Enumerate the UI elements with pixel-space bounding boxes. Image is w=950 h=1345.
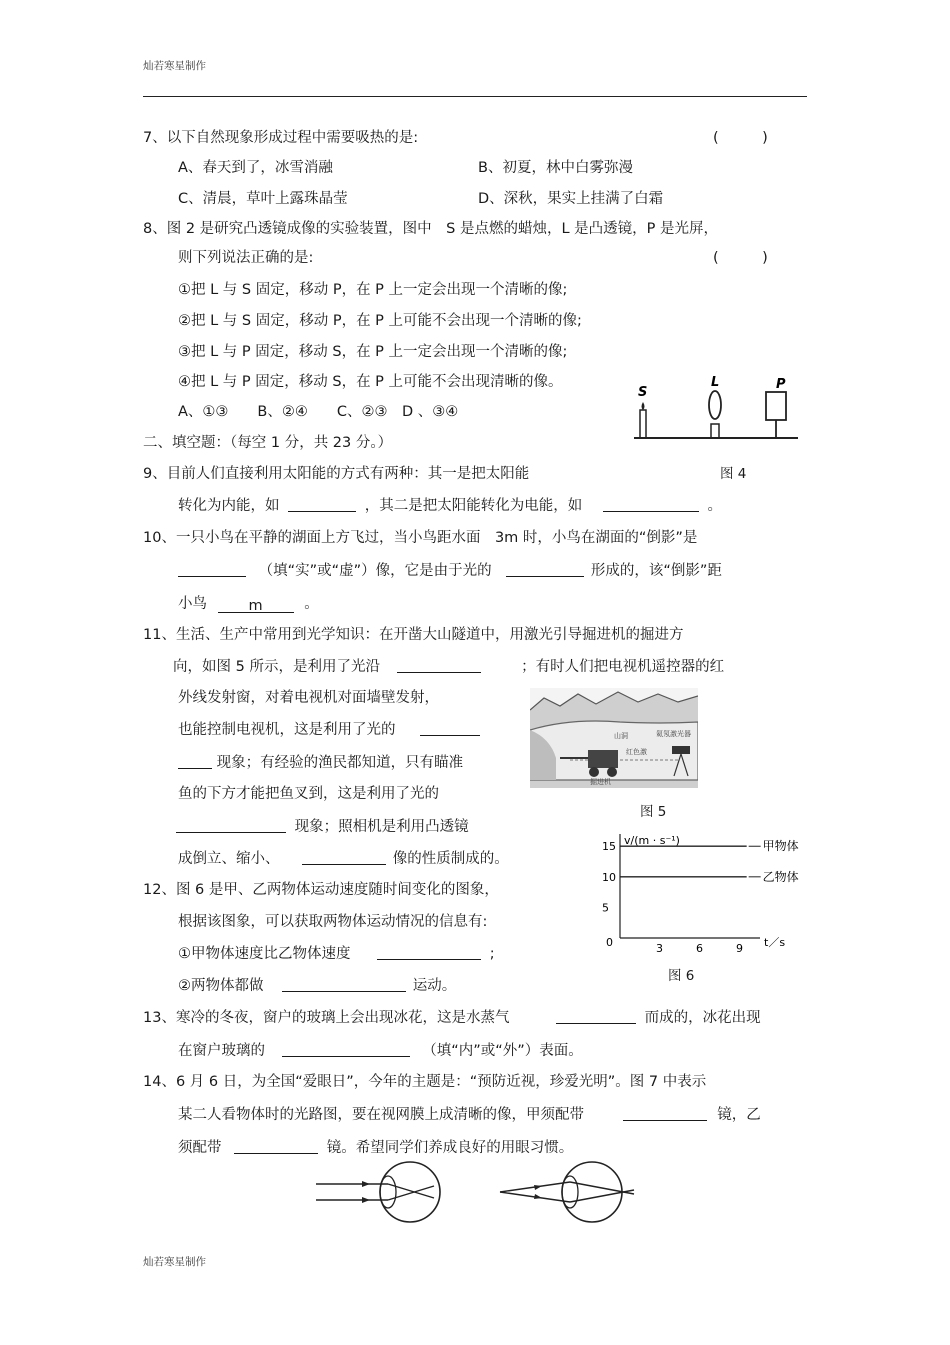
eye-diagram-right [500, 1162, 634, 1222]
q10-text-c: 小鸟 [178, 596, 207, 612]
q10-line2 [178, 559, 722, 580]
q13-line2 [178, 1039, 583, 1060]
candle [640, 410, 646, 438]
figure-5-illustration [530, 688, 698, 788]
q12-line2: 根据该图象，可以获取两物体运动情况的信息有: [178, 914, 488, 930]
q11-text-line5: 现象；有经验的渔民都知道，只有瞄准 [216, 755, 464, 771]
q14-line3 [178, 1136, 573, 1157]
q8-statement-2: ②把 L 与 S 固定，移动 P，在 P 上可能不会出现一个清晰的像; [178, 313, 582, 329]
q11-line6: 鱼的下方才能把鱼叉到，这是利用了光的 [178, 786, 439, 802]
fig4-label-p: P [776, 377, 786, 392]
laser-device [672, 746, 690, 754]
q12-text-s1: ①甲物体速度比乙物体速度 [178, 946, 351, 962]
q14-text-a: 某二人看物体时的光路图，要在视网膜上成清晰的像，甲须配带 [178, 1107, 584, 1123]
tunnel-boring-machine [588, 750, 618, 768]
q10-text-b: 形成的，该“倒影”距 [590, 563, 722, 579]
figure-5-caption: 图 5 [640, 804, 667, 820]
series-label: 乙物体 [762, 869, 799, 884]
y-tick-label: 15 [602, 840, 616, 854]
q14-text-c: 须配带 [178, 1140, 222, 1156]
fig4-label-s: S [638, 385, 648, 400]
q11-text-line7: 现象；照相机是利用凸透镜 [294, 819, 469, 835]
x-tick-label: 3 [656, 942, 663, 954]
figure-6-caption: 图 6 [668, 968, 695, 984]
q14-line2 [178, 1103, 761, 1124]
q11-text-line8a: 成倒立、缩小、 [178, 851, 280, 867]
q9-line2 [178, 494, 722, 515]
eyeball-left [380, 1162, 440, 1222]
eye-lens-left [380, 1176, 396, 1208]
figure-6-chart [590, 826, 810, 954]
q10-line3 [178, 592, 319, 613]
q12-line1: 12、图 6 是甲、乙两物体运动速度随时间变化的图象， [143, 882, 499, 898]
q14-line1: 14、6 月 6 日，为全国“爱眼日”，今年的主题是：“预防近视，珍爱光明”。图 7 中表示 [143, 1074, 707, 1090]
fig5-label-machine: 掘进机 [590, 778, 611, 786]
q11-blank-3[interactable] [176, 818, 286, 833]
q11-blank-2a[interactable] [420, 721, 480, 736]
q11-line7 [176, 815, 469, 836]
fig4-label-l: L [711, 375, 720, 390]
q13-text-d: （填“内”或“外”）表面。 [422, 1043, 583, 1059]
q13-line1 [143, 1006, 761, 1027]
x-tick-label: 6 [696, 942, 703, 954]
fig5-label-device: 氦氖激光器 [656, 730, 691, 738]
q12-text-s2: ②两物体都做 [178, 978, 264, 994]
figure-7-eye-diagrams [312, 1160, 642, 1226]
q11-text-line8b: 像的性质制成的。 [392, 851, 509, 867]
q12-blank-2[interactable] [282, 977, 406, 992]
q8-statement-1: ①把 L 与 S 固定，移动 P，在 P 上一定会出现一个清晰的像; [178, 282, 568, 298]
q14-text-b: 镜，乙 [717, 1107, 761, 1123]
section-2-heading: 二、填空题：（每空 1 分，共 23 分。） [143, 435, 393, 451]
x-axis-label: t／s [764, 936, 786, 949]
q13-blank-1[interactable] [556, 1009, 636, 1024]
q11-line2 [173, 655, 724, 676]
q12-blank-1[interactable] [377, 945, 481, 960]
q10-unit: m [248, 598, 263, 614]
q14-blank-2[interactable] [234, 1139, 318, 1154]
q12-text-s1end: ; [489, 946, 495, 962]
q11-blank-2b[interactable] [178, 754, 212, 769]
q8-statement-3: ③把 L 与 P 固定，移动 S，在 P 上一定会出现一个清晰的像; [178, 344, 568, 360]
q7-option-b: B、初夏，林中白雾弥漫 [478, 160, 633, 176]
q9-line1: 9、目前人们直接利用太阳能的方式有两种：其一是把太阳能 [143, 466, 530, 482]
q11-line8 [178, 847, 509, 868]
eye-lens-right [562, 1176, 578, 1208]
q9-blank-1[interactable] [288, 497, 356, 512]
q11-text-b: ；有时人们把电视机遥控器的红 [521, 659, 725, 675]
origin-label: 0 [606, 936, 613, 949]
q11-line4 [178, 718, 480, 739]
q10-text-d: 。 [304, 596, 319, 612]
q11-line1: 11、生活、生产中常用到光学知识：在开凿大山隧道中，用激光引导掘进机的掘进方 [143, 627, 684, 643]
q7-stem: 7、以下自然现象形成过程中需要吸热的是: [143, 130, 419, 146]
lens-holder [711, 424, 719, 438]
q8-line1: 8、图 2 是研究凸透镜成像的实验装置，图中 S 是点燃的蜡烛，L 是凸透镜，P 是光屏， [143, 221, 719, 237]
page-header: 灿若寒星制作 [143, 60, 206, 72]
q12-statement-1 [178, 942, 495, 963]
q14-blank-1[interactable] [623, 1106, 707, 1121]
q11-text-line4: 也能控制电视机，这是利用了光的 [178, 722, 396, 738]
q14-text-d: 镜。希望同学们养成良好的用眼习惯。 [326, 1140, 574, 1156]
q9-text-c: 。 [707, 498, 722, 514]
eye-diagram-left [316, 1162, 440, 1222]
q10-blank-3[interactable] [218, 598, 294, 613]
fig5-label-laser: 红色激 [626, 748, 647, 756]
q9-blank-2[interactable] [603, 497, 699, 512]
q9-text-b: ，其二是把太阳能转化为电能，如 [364, 498, 583, 514]
q11-line3: 外线发射窗，对着电视机对面墙壁发射， [178, 690, 439, 706]
q11-line5 [178, 751, 463, 772]
q13-text-c: 在窗户玻璃的 [178, 1043, 265, 1059]
q11-blank-1[interactable] [397, 658, 481, 673]
light-screen [766, 392, 786, 420]
header-rule [143, 96, 807, 97]
q7-option-d: D、深秋，果实上挂满了白霜 [478, 191, 664, 207]
q9-text-a: 转化为内能，如 [178, 498, 280, 514]
q10-text-a: （填“实”或“虚”）像，它是由于光的 [258, 563, 492, 579]
q8-options: A、①③ B、②④ C、②③ D 、③④ [178, 404, 459, 420]
candle-flame [642, 402, 645, 410]
q7-option-c: C、清晨，草叶上露珠晶莹 [178, 191, 348, 207]
page-footer: 灿若寒星制作 [143, 1256, 206, 1268]
q10-blank-1[interactable] [178, 562, 246, 577]
series-label: 甲物体 [762, 839, 799, 854]
q7-answer-paren: ( ) [713, 130, 768, 146]
eyeball-right [562, 1162, 622, 1222]
q10-line1: 10、一只小鸟在平静的湖面上方飞过，当小鸟距水面 3m 时，小鸟在湖面的“倒影”是 [143, 530, 698, 546]
q13-blank-2[interactable] [282, 1042, 410, 1057]
q7-option-a: A、春天到了，冰雪消融 [178, 160, 333, 176]
q12-statement-2 [178, 974, 456, 995]
y-tick-label: 10 [602, 870, 616, 884]
q13-text-a: 13、寒冷的冬夜，窗户的玻璃上会出现冰花，这是水蒸气 [143, 1010, 510, 1026]
y-axis-label: v/(m · s⁻¹) [624, 834, 680, 847]
q11-blank-4[interactable] [302, 850, 386, 865]
y-tick-label: 5 [602, 901, 609, 915]
convex-lens [709, 391, 721, 419]
q10-blank-2[interactable] [506, 562, 584, 577]
fig5-label-tunnel: 山洞 [614, 732, 628, 740]
x-tick-label: 9 [736, 942, 743, 954]
q12-text-s2end: 运动。 [412, 978, 457, 994]
q8-line2: 则下列说法正确的是: [178, 250, 314, 266]
figure-4-caption: 图 4 [720, 466, 747, 482]
q11-text-a: 向，如图 5 所示，是利用了光沿 [173, 659, 380, 675]
q8-answer-paren: ( ) [713, 250, 768, 266]
q13-text-b: 而成的，冰花出现 [644, 1010, 761, 1026]
figure-4-diagram [630, 372, 800, 444]
q8-statement-4: ④把 L 与 P 固定，移动 S，在 P 上可能不会出现清晰的像。 [178, 374, 563, 390]
